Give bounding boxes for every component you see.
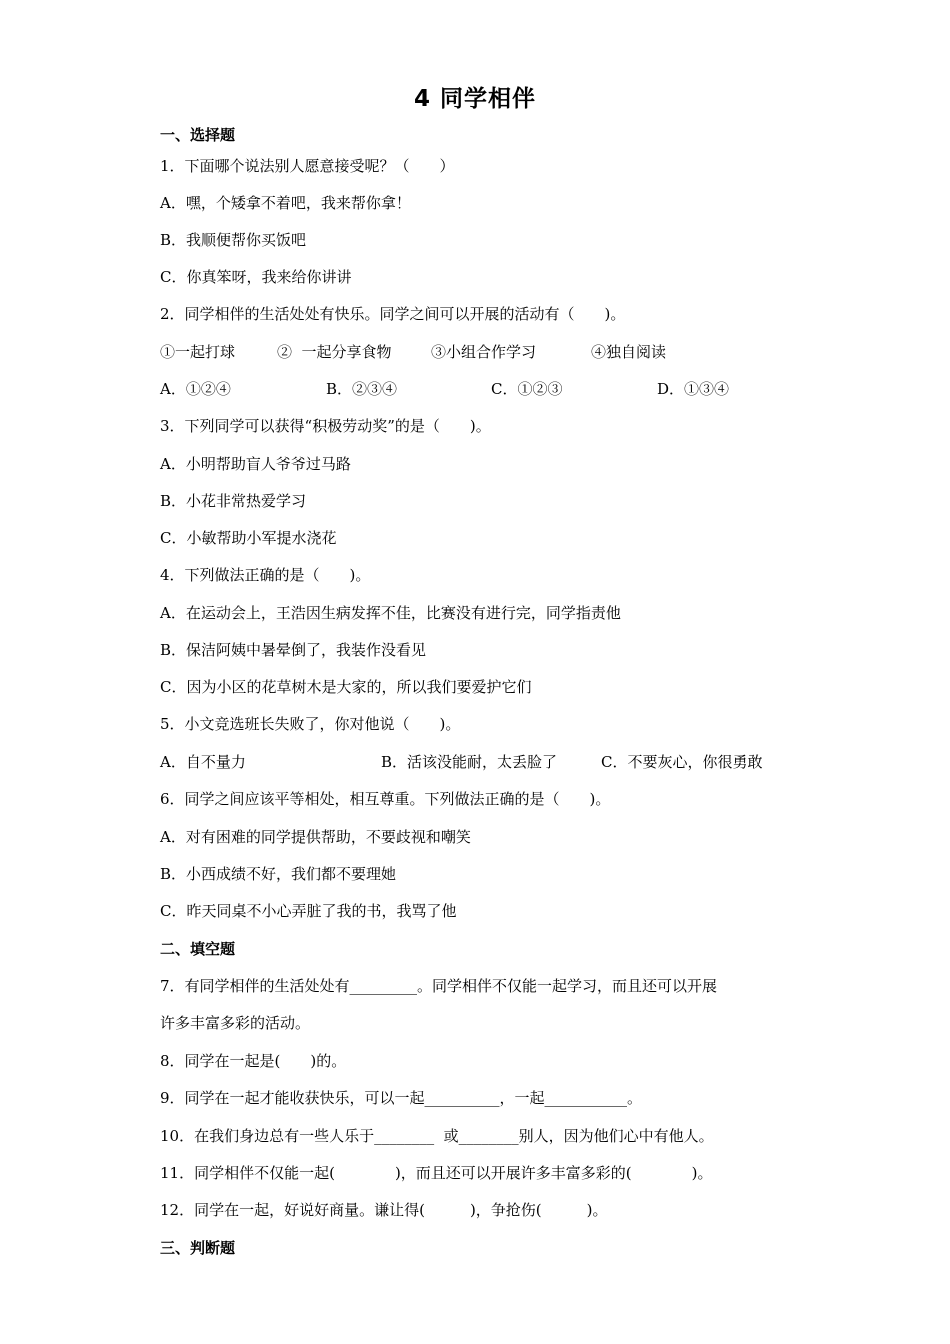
question-3-option-b: B．小花非常热爱学习 [160,492,307,510]
question-12: 12．同学在一起，好说好商量。谦让得( )，争抢伤( )。 [160,1201,608,1219]
question-8: 8．同学在一起是( )的。 [160,1052,347,1070]
question-2-stem: 2．同学相伴的生活处处有快乐。同学之间可以开展的活动有（ )。 [160,305,626,323]
question-4-stem: 4．下列做法正确的是（ )。 [160,566,371,584]
question-1-option-c: C．你真笨呀，我来给你讲讲 [160,268,352,286]
question-2-item-2: ② 一起分享食物 [277,343,392,361]
question-6-option-c: C．昨天同桌不小心弄脏了我的书，我骂了他 [160,902,457,920]
question-6-stem: 6．同学之间应该平等相处，相互尊重。下列做法正确的是（ )。 [160,790,611,808]
question-2-option-b: B．②③④ [326,380,398,398]
question-4-option-c: C．因为小区的花草树木是大家的，所以我们要爱护它们 [160,678,532,696]
question-9: 9．同学在一起才能收获快乐，可以一起__________，一起___________。 [160,1089,643,1107]
question-5-option-c: C．不要灰心，你很勇敢 [601,753,763,771]
question-5-stem: 5．小文竞选班长失败了，你对他说（ )。 [160,715,461,733]
question-1-option-a: A．嘿，个矮拿不着吧，我来帮你拿！ [160,194,411,212]
question-2-item-3: ③小组合作学习 [431,343,537,361]
question-10: 10．在我们身边总有一些人乐于________ 或________别人，因为他们心中有他人。 [160,1127,714,1145]
section-heading-fill-blank: 二、填空题 [160,940,236,958]
question-2-option-c: C．①②③ [491,380,563,398]
page-title: 4 同学相伴 [413,86,536,112]
section-heading-choice: 一、选择题 [160,126,236,144]
question-3-stem: 3．下列同学可以获得“积极劳动奖”的是（ )。 [160,417,491,435]
question-1-stem: 1．下面哪个说法别人愿意接受呢？（ ） [160,157,455,175]
question-11: 11．同学相伴不仅能一起( )，而且还可以开展许多丰富多彩的( )。 [160,1164,713,1182]
question-4-option-b: B．保洁阿姨中暑晕倒了，我装作没看见 [160,641,427,659]
question-3-option-c: C．小敏帮助小军提水浇花 [160,529,337,547]
section-heading-true-false: 三、判断题 [160,1239,236,1257]
question-1-option-b: B．我顺便帮你买饭吧 [160,231,307,249]
question-2-option-d: D．①③④ [657,380,730,398]
question-7-line-1: 7．有同学相伴的生活处处有_________。同学相伴不仅能一起学习，而且还可以开展 [160,977,718,995]
question-5-option-b: B．活该没能耐，太丢脸了 [381,753,558,771]
question-2-item-1: ①一起打球 [160,343,236,361]
question-5-option-a: A．自不量力 [160,753,246,771]
question-4-option-a: A．在运动会上，王浩因生病发挥不佳，比赛没有进行完，同学指责他 [160,604,621,622]
question-2-item-4: ④独自阅读 [591,343,667,361]
question-7-line-2: 许多丰富多彩的活动。 [160,1014,311,1032]
question-2-option-a: A．①②④ [160,380,231,398]
question-6-option-a: A．对有困难的同学提供帮助，不要歧视和嘲笑 [160,828,471,846]
question-3-option-a: A．小明帮助盲人爷爷过马路 [160,455,351,473]
question-6-option-b: B．小西成绩不好，我们都不要理她 [160,865,397,883]
